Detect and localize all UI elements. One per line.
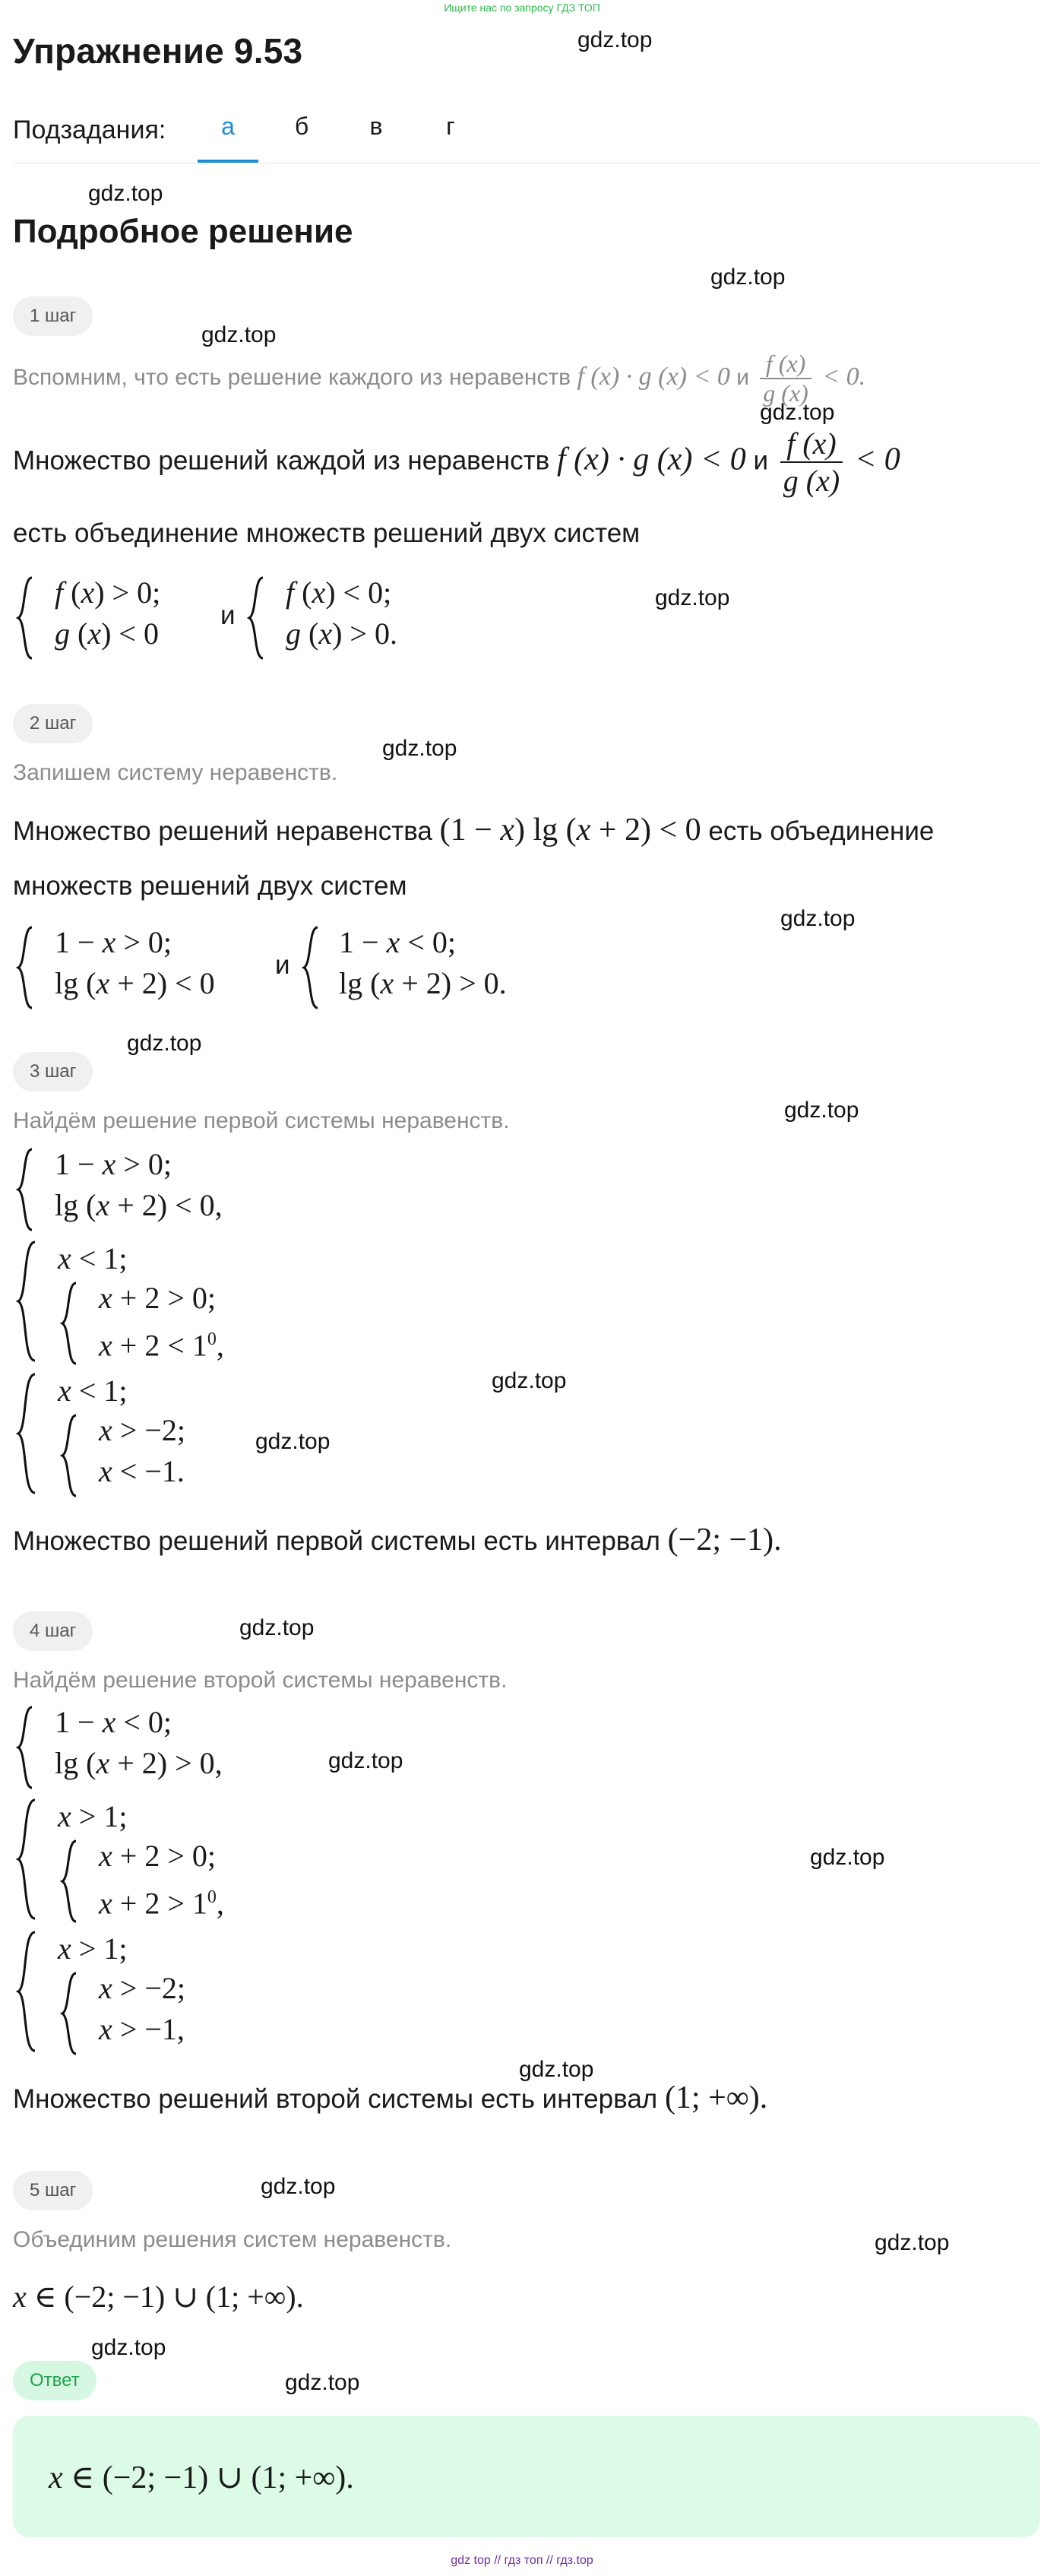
- watermark: gdz.top: [328, 1748, 403, 1773]
- watermark: gdz.top: [382, 736, 457, 761]
- answer-formula: x ∈ (−2; −1) ∪ (1; +∞).: [49, 2460, 354, 2495]
- subtasks-label: Подзадания:: [13, 116, 166, 144]
- system-brace: [61, 1282, 79, 1365]
- watermark: gdz.top: [127, 1031, 202, 1056]
- and-label: и: [275, 950, 290, 980]
- math-line: x > −2;: [99, 1971, 185, 2005]
- watermark: gdz.top: [519, 2057, 594, 2082]
- step-badge: 1 шаг: [13, 296, 93, 336]
- tab-g[interactable]: г: [446, 112, 455, 140]
- math-line: x > 1;: [58, 1931, 128, 1966]
- tab-a[interactable]: а: [221, 112, 235, 140]
- system-brace: [17, 1798, 38, 1920]
- math-line: $x + 2 > 1^0$,: [99, 1886, 224, 1921]
- system-brace: [61, 1839, 79, 1923]
- math-line: x < 1;: [58, 1241, 128, 1275]
- step-badge: 3 шаг: [13, 1052, 93, 1092]
- tab-b[interactable]: б: [294, 112, 309, 140]
- system-brace: [17, 1148, 35, 1231]
- math-line: lg (x + 2) < 0: [55, 966, 215, 1000]
- and-label: и: [220, 600, 236, 630]
- step-badge: 2 шаг: [13, 704, 93, 743]
- step-text: множеств решений двух систем: [13, 871, 407, 901]
- watermark: gdz.top: [784, 1098, 859, 1123]
- system-brace: [248, 576, 266, 660]
- watermark: gdz.top: [810, 1845, 885, 1870]
- math-line: x + 2 > 0;: [99, 1281, 216, 1315]
- top-note: Ищите нас по запросу ГДЗ ТОП: [444, 2, 600, 14]
- math-line: g (x) > 0.: [286, 616, 397, 651]
- watermark: gdz.top: [760, 400, 835, 425]
- watermark: gdz.top: [88, 181, 163, 206]
- solution-title: Подробное решение: [13, 213, 353, 250]
- system-brace: [17, 1240, 38, 1362]
- footer-links[interactable]: gdz top // гдз топ // гдз.top: [451, 2554, 593, 2567]
- watermark: gdz.top: [875, 2230, 950, 2255]
- watermark: gdz.top: [710, 265, 786, 290]
- step-hint: Вспомним, что есть решение каждого из неравенств f (x) · g (x) < 0 и $\frac{f (x)}{g (x)}$ < 0.: [13, 350, 866, 407]
- step-hint: Найдём решение первой системы неравенств.: [13, 1108, 510, 1133]
- math-line: f (x) < 0;: [286, 575, 392, 610]
- math-line: f (x) > 0;: [55, 575, 161, 610]
- watermark: gdz.top: [655, 585, 730, 610]
- math-line: x > −2;: [99, 1413, 185, 1447]
- system-brace: [17, 926, 35, 1009]
- watermark: gdz.top: [780, 906, 856, 931]
- step-result: Множество решений второй системы есть интервал (1; +∞).: [13, 2080, 768, 2115]
- step-result: Множество решений первой системы есть интервал (−2; −1).: [13, 1522, 782, 1557]
- step-hint: Запишем систему неравенств.: [13, 760, 338, 785]
- math-line: x ∈ (−2; −1) ∪ (1; +∞).: [13, 2280, 304, 2314]
- math-line: $x + 2 < 1^0$,: [99, 1328, 224, 1363]
- math-line: lg (x + 2) > 0,: [55, 1746, 223, 1780]
- step-text: Множество решений каждой из неравенств f (x) · g (x) < 0 и $\frac{f (x)}{g (x)}$ < 0: [13, 426, 900, 498]
- system-brace: [17, 1706, 35, 1789]
- answer-badge: Ответ: [13, 2361, 96, 2400]
- math-line: 1 − x > 0;: [55, 1147, 172, 1181]
- step-badge: 4 шаг: [13, 1611, 93, 1651]
- step-hint: Найдём решение второй системы неравенств.: [13, 1668, 508, 1693]
- system-brace: [61, 1414, 79, 1497]
- watermark: gdz.top: [285, 2370, 360, 2395]
- system-brace: [302, 926, 321, 1009]
- tab-v[interactable]: в: [369, 112, 383, 140]
- system-brace: [17, 576, 35, 660]
- math-line: x < −1.: [99, 1454, 185, 1488]
- watermark: gdz.top: [261, 2174, 336, 2199]
- math-line: x > −1,: [99, 2012, 185, 2046]
- watermark: gdz.top: [492, 1368, 567, 1393]
- step-hint: Объединим решения систем неравенств.: [13, 2227, 452, 2252]
- math-line: x > 1;: [58, 1799, 128, 1833]
- math-line: 1 − x < 0;: [339, 925, 456, 959]
- system-brace: [17, 1931, 38, 2052]
- watermark: gdz.top: [255, 1429, 331, 1454]
- math-line: x + 2 > 0;: [99, 1839, 216, 1873]
- math-line: x < 1;: [58, 1374, 128, 1408]
- math-line: 1 − x > 0;: [55, 925, 172, 959]
- system-brace: [61, 1972, 79, 2055]
- math-line: lg (x + 2) > 0.: [339, 966, 507, 1000]
- math-line: g (x) < 0: [55, 616, 159, 651]
- step-badge: 5 шаг: [13, 2171, 93, 2210]
- watermark: gdz.top: [577, 27, 653, 52]
- step-text: Множество решений неравенства (1 − x) lg (x + 2) < 0 есть объединение: [13, 813, 935, 848]
- system-brace: [17, 1373, 38, 1494]
- watermark: gdz.top: [239, 1615, 315, 1640]
- page-title: Упражнение 9.53: [13, 31, 303, 71]
- watermark: gdz.top: [201, 322, 277, 347]
- math-line: lg (x + 2) < 0,: [55, 1188, 223, 1222]
- step-text: есть объединение множеств решений двух систем: [13, 518, 641, 548]
- watermark: gdz.top: [91, 2335, 166, 2360]
- math-line: 1 − x < 0;: [55, 1705, 172, 1739]
